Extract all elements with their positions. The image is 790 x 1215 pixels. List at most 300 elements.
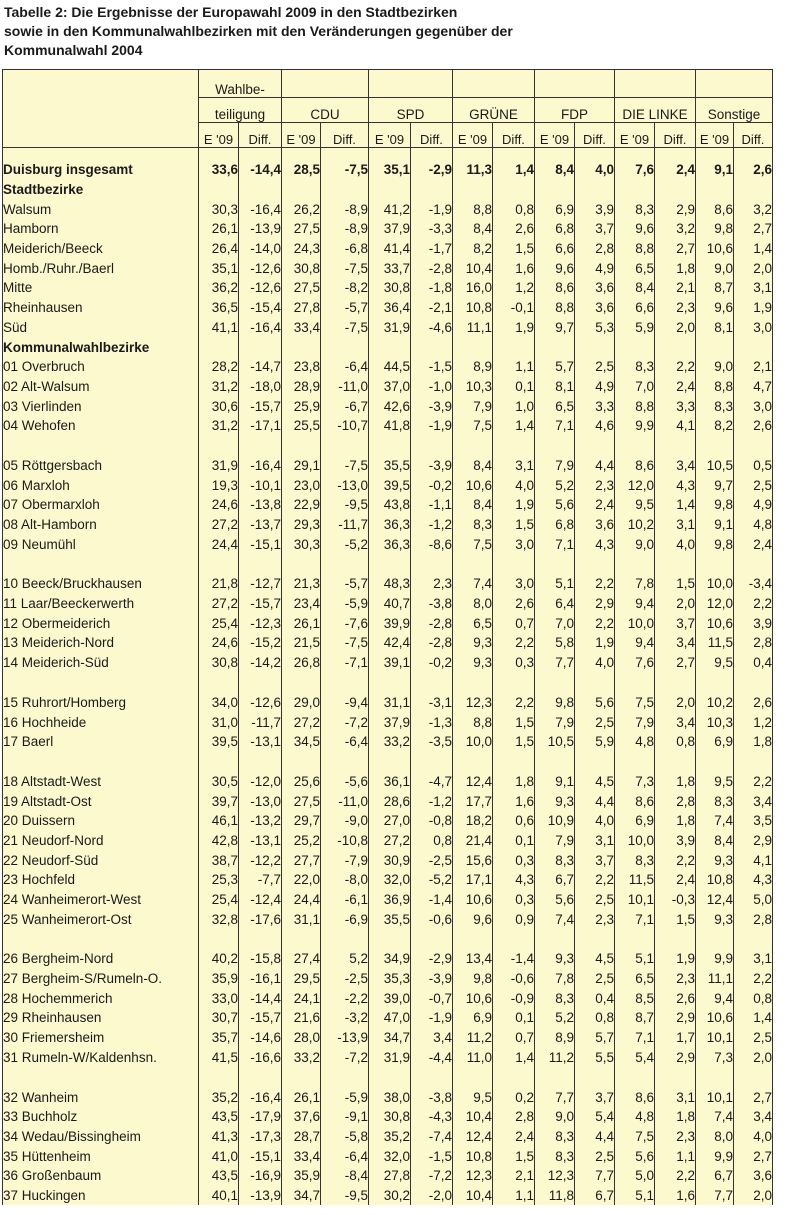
value-diff: 1,8 [655,772,696,792]
value-diff: 4,9 [575,258,615,278]
value-diff: -0,3 [655,890,696,910]
value-e09: 27,7 [282,850,321,870]
value-e09: 46,1 [199,811,239,831]
value-e09: 7,8 [615,574,655,594]
value-diff: -5,9 [321,1087,369,1107]
value-e09: 41,2 [369,199,411,219]
value-e09: 9,3 [696,850,734,870]
value-e09: 8,8 [535,298,575,318]
value-e09: 8,1 [535,377,575,397]
value-diff: -15,4 [239,298,282,318]
row-label: 17 Baerl [3,732,199,752]
value-e09: 28,2 [199,357,239,377]
value-e09: 8,3 [535,988,575,1008]
row-label: 19 Altstadt-Ost [3,791,199,811]
value-diff: 2,9 [575,594,615,614]
value-diff: 2,6 [734,416,773,436]
value-e09: 7,6 [615,653,655,673]
value-e09: 29,5 [282,969,321,989]
value-e09: 25,4 [199,613,239,633]
header-gruene: GRÜNE [453,98,535,123]
value-e09: 22,0 [282,870,321,890]
table-row [3,1048,773,1068]
value-e09: 31,1 [282,909,321,929]
value-e09: 28,5 [282,160,321,180]
value-e09: 11,2 [535,1048,575,1068]
spacer-row [3,929,773,949]
value-diff: -2,9 [411,949,453,969]
value-diff: 5,9 [575,732,615,752]
table-row [3,1008,773,1028]
row-label: 05 Röttgersbach [3,456,199,476]
value-diff: -3,2 [321,1008,369,1028]
value-e09: 9,5 [696,653,734,673]
value-e09: 9,6 [696,298,734,318]
value-diff: 1,9 [734,298,773,318]
value-e09: 11,0 [453,1048,493,1068]
value-e09: 36,1 [369,772,411,792]
row-label: 23 Hochfeld [3,870,199,890]
value-e09: 9,4 [615,633,655,653]
value-diff: -3,8 [411,1087,453,1107]
value-e09: 8,9 [453,357,493,377]
value-diff: -16,4 [239,318,282,338]
value-e09: 33,0 [199,988,239,1008]
value-e09: 33,7 [369,258,411,278]
value-e09: 31,9 [199,456,239,476]
value-e09: 24,6 [199,633,239,653]
value-e09: 9,5 [615,495,655,515]
value-e09: 9,6 [535,258,575,278]
table-row [3,258,773,278]
value-diff: -2,8 [411,633,453,653]
value-diff: 4,3 [655,475,696,495]
value-e09: 11,2 [453,1028,493,1048]
value-e09: 7,7 [535,653,575,673]
row-label: 13 Meiderich-Nord [3,633,199,653]
row-label: Homb./Ruhr./Baerl [3,258,199,278]
value-e09: 40,7 [369,594,411,614]
value-e09: 39,9 [369,613,411,633]
value-diff: 5,6 [575,693,615,713]
table-row [3,377,773,397]
value-e09: 39,0 [369,988,411,1008]
value-e09: 25,6 [282,772,321,792]
value-diff: -1,2 [411,791,453,811]
value-e09: 42,8 [199,831,239,851]
table-row [3,219,773,239]
value-diff: -15,8 [239,949,282,969]
value-diff: 4,9 [575,377,615,397]
value-e09: 40,2 [199,949,239,969]
value-e09: 26,1 [282,1087,321,1107]
value-diff: -13,9 [239,219,282,239]
value-e09: 7,9 [535,831,575,851]
value-e09: 10,6 [453,475,493,495]
value-diff: 7,7 [575,1166,615,1186]
value-e09: 10,1 [615,890,655,910]
value-e09: 11,1 [696,969,734,989]
value-e09: 27,2 [369,831,411,851]
row-label: 08 Alt-Hamborn [3,515,199,535]
value-e09: 7,9 [535,456,575,476]
table-row [3,298,773,318]
value-diff: -10,1 [239,475,282,495]
row-label: 12 Obermeiderich [3,613,199,633]
value-diff: -12,0 [239,772,282,792]
value-diff: 4,3 [575,534,615,554]
value-diff: 2,8 [655,791,696,811]
value-e09: 29,7 [282,811,321,831]
value-e09: 6,9 [615,811,655,831]
value-e09: 7,1 [535,534,575,554]
value-diff: -13,9 [239,1186,282,1206]
value-diff: 2,5 [734,1028,773,1048]
row-label: 29 Rheinhausen [3,1008,199,1028]
row-label: 24 Wanheimerort-West [3,890,199,910]
value-diff: -0,2 [411,475,453,495]
value-e09: 10,8 [453,298,493,318]
value-e09: 8,6 [615,456,655,476]
value-e09: 12,4 [453,772,493,792]
value-e09: 37,9 [369,712,411,732]
value-diff: 4,4 [575,456,615,476]
value-diff: -3,9 [411,396,453,416]
value-e09: 8,8 [615,239,655,259]
value-e09: 31,2 [199,377,239,397]
table-row [3,1107,773,1127]
value-e09: 29,0 [282,693,321,713]
value-e09: 17,7 [453,791,493,811]
value-diff: -5,7 [321,298,369,318]
value-diff: 1,4 [734,1008,773,1028]
value-e09: 18,2 [453,811,493,831]
row-label: 16 Hochheide [3,712,199,732]
value-diff: -11,0 [321,377,369,397]
value-diff: -14,0 [239,239,282,259]
value-diff: -9,1 [321,1107,369,1127]
value-e09: 5,9 [615,318,655,338]
value-diff: 3,7 [575,1087,615,1107]
value-diff: 1,4 [493,1048,535,1068]
value-e09: 29,1 [282,456,321,476]
value-diff: 3,3 [655,396,696,416]
value-diff: 2,4 [655,377,696,397]
value-e09: 7,1 [615,909,655,929]
section-title: Kommunalwahlbezirke [3,337,199,357]
table-row [3,613,773,633]
value-diff: 4,0 [575,653,615,673]
value-e09: 43,8 [369,495,411,515]
value-diff: 3,3 [575,396,615,416]
spacer-row [3,148,773,161]
row-label: 32 Wanheim [3,1087,199,1107]
section-header-row [3,180,773,200]
value-e09: 41,1 [199,318,239,338]
value-diff: -13,8 [239,495,282,515]
value-e09: 30,6 [199,396,239,416]
value-diff: -1,9 [411,199,453,219]
table-row [3,890,773,910]
value-diff: 2,2 [655,1166,696,1186]
value-e09: 34,9 [369,949,411,969]
value-e09: 33,4 [282,1146,321,1166]
value-e09: 39,7 [199,791,239,811]
value-e09: 36,4 [369,298,411,318]
value-diff: -4,6 [411,318,453,338]
value-diff: 5,0 [734,890,773,910]
value-diff: 2,0 [655,318,696,338]
value-e09: 30,2 [369,1186,411,1206]
value-e09: 10,0 [615,613,655,633]
value-e09: 8,8 [696,377,734,397]
value-diff: 2,1 [493,1166,535,1186]
table-row [3,1028,773,1048]
value-diff: -0,7 [411,988,453,1008]
value-e09: 30,3 [199,199,239,219]
value-e09: 10,2 [696,693,734,713]
value-e09: 8,3 [696,791,734,811]
value-diff: -16,1 [239,969,282,989]
value-diff: -13,1 [239,831,282,851]
value-e09: 17,1 [453,870,493,890]
value-diff: 1,8 [493,772,535,792]
value-diff: 3,1 [655,1087,696,1107]
value-diff: -2,1 [411,298,453,318]
value-diff: 2,5 [575,890,615,910]
table-row [3,712,773,732]
row-label: 33 Buchholz [3,1107,199,1127]
value-diff: -2,9 [411,160,453,180]
value-diff: 3,0 [734,396,773,416]
value-e09: 7,0 [615,377,655,397]
value-e09: 5,8 [535,633,575,653]
value-e09: 29,3 [282,515,321,535]
table-row [3,1087,773,1107]
value-e09: 35,2 [199,1087,239,1107]
value-e09: 41,5 [199,1048,239,1068]
value-diff: 4,0 [655,534,696,554]
value-diff: 4,0 [734,1127,773,1147]
value-e09: 42,4 [369,633,411,653]
value-diff: 1,8 [655,811,696,831]
value-e09: 7,9 [535,712,575,732]
value-e09: 23,8 [282,357,321,377]
value-diff: 2,6 [493,219,535,239]
value-diff: 1,5 [493,1146,535,1166]
table-row [3,594,773,614]
row-label: 26 Bergheim-Nord [3,949,199,969]
value-e09: 6,4 [535,594,575,614]
row-label: Walsum [3,199,199,219]
value-e09: 10,9 [535,811,575,831]
value-diff: -17,9 [239,1107,282,1127]
value-e09: 5,6 [535,890,575,910]
section-header-row [3,337,773,357]
value-e09: 30,5 [199,772,239,792]
value-e09: 8,8 [615,396,655,416]
value-diff: 2,9 [655,1048,696,1068]
row-label: Hamborn [3,219,199,239]
value-e09: 12,0 [696,594,734,614]
table-row [3,653,773,673]
value-e09: 9,1 [696,160,734,180]
table-row [3,396,773,416]
value-diff: 2,5 [734,475,773,495]
value-e09: 7,0 [535,613,575,633]
value-diff: 2,3 [575,909,615,929]
value-e09: 39,5 [199,732,239,752]
spacer-row [3,436,773,456]
value-e09: 21,3 [282,574,321,594]
value-e09: 9,1 [535,772,575,792]
value-diff: 2,7 [734,219,773,239]
value-e09: 6,5 [535,396,575,416]
value-e09: 7,7 [535,1087,575,1107]
value-e09: 8,3 [535,1146,575,1166]
value-e09: 31,2 [199,416,239,436]
value-e09: 6,7 [696,1166,734,1186]
header-wahlbeteiligung: teiligung [199,98,282,123]
value-e09: 43,5 [199,1107,239,1127]
table-row [3,318,773,338]
value-diff: -5,2 [321,534,369,554]
value-diff: 3,7 [575,850,615,870]
value-diff: 5,3 [575,318,615,338]
value-e09: 8,0 [453,594,493,614]
value-diff: -3,9 [411,456,453,476]
value-diff: 3,6 [575,515,615,535]
value-diff: -14,7 [239,357,282,377]
value-e09: 10,0 [615,831,655,851]
value-e09: 30,8 [369,1107,411,1127]
value-diff: 3,1 [493,456,535,476]
value-diff: 3,4 [655,456,696,476]
value-e09: 8,4 [535,160,575,180]
value-diff: 0,4 [575,988,615,1008]
header-cdu: CDU [282,98,369,123]
value-diff: -6,4 [321,732,369,752]
value-e09: 5,1 [615,1186,655,1206]
value-e09: 9,8 [696,219,734,239]
value-diff: 2,2 [655,850,696,870]
value-e09: 35,1 [199,258,239,278]
value-e09: 9,8 [453,969,493,989]
value-diff: 1,9 [575,633,615,653]
value-diff: -1,5 [411,1146,453,1166]
value-diff: 3,0 [493,574,535,594]
value-diff: 0,7 [493,1028,535,1048]
value-diff: 4,3 [734,870,773,890]
value-diff: -7,5 [321,160,369,180]
value-diff: -7,7 [239,870,282,890]
row-label: 37 Huckingen [3,1186,199,1206]
value-e09: 26,1 [199,219,239,239]
row-label: 11 Laar/Beeckerwerth [3,594,199,614]
table-row [3,534,773,554]
value-e09: 5,7 [535,357,575,377]
value-e09: 31,1 [369,693,411,713]
value-diff: 0,3 [493,890,535,910]
value-diff: 0,8 [411,831,453,851]
value-diff: 2,5 [575,357,615,377]
value-diff: -6,9 [321,909,369,929]
value-diff: -1,7 [411,239,453,259]
value-diff: 2,3 [655,1127,696,1147]
value-e09: 21,5 [282,633,321,653]
value-diff: -7,5 [321,633,369,653]
value-diff: 2,3 [655,969,696,989]
value-e09: 21,8 [199,574,239,594]
title-line: sowie in den Kommunalwahlbezirken mit den Veränderungen gegenüber der [4,23,513,39]
value-e09: 8,9 [535,1028,575,1048]
value-e09: 35,7 [199,1028,239,1048]
value-diff: 3,1 [734,278,773,298]
value-diff: 3,5 [734,811,773,831]
value-e09: 25,5 [282,416,321,436]
value-e09: 4,8 [615,1107,655,1127]
value-diff: -17,6 [239,909,282,929]
table-row [3,732,773,752]
value-diff: 2,7 [655,239,696,259]
value-e09: 27,2 [282,712,321,732]
value-e09: 9,6 [453,909,493,929]
value-diff: 1,6 [493,791,535,811]
value-e09: 26,2 [282,199,321,219]
value-diff: -12,3 [239,613,282,633]
value-e09: 27,4 [282,949,321,969]
value-diff: -8,4 [321,1166,369,1186]
header-wahlbeteiligung-line1: Wahlbe- [199,70,282,98]
row-label: 34 Wedau/Bissingheim [3,1127,199,1147]
value-e09: 9,4 [615,594,655,614]
value-e09: 40,1 [199,1186,239,1206]
value-e09: 44,5 [369,357,411,377]
value-e09: 12,4 [696,890,734,910]
value-e09: 34,7 [369,1028,411,1048]
value-diff: 2,8 [734,909,773,929]
value-diff: 5,4 [575,1107,615,1127]
value-e09: 41,4 [369,239,411,259]
value-e09: 7,9 [615,712,655,732]
value-e09: 9,0 [615,534,655,554]
value-diff: 2,6 [655,988,696,1008]
value-diff: -0,2 [411,653,453,673]
value-e09: 10,4 [453,258,493,278]
value-diff: 5,7 [575,1028,615,1048]
value-e09: 48,3 [369,574,411,594]
value-e09: 10,2 [615,515,655,535]
value-e09: 26,4 [199,239,239,259]
value-e09: 6,5 [453,613,493,633]
value-e09: 9,8 [696,534,734,554]
value-e09: 10,5 [696,456,734,476]
value-diff: 2,7 [734,1087,773,1107]
value-diff: -1,8 [411,278,453,298]
value-e09: 21,4 [453,831,493,851]
value-diff: 3,7 [575,219,615,239]
value-diff: 4,0 [575,811,615,831]
value-diff: -2,5 [411,850,453,870]
value-diff: -2,8 [411,613,453,633]
value-e09: 8,3 [615,357,655,377]
row-label: 31 Rumeln-W/Kaldenhsn. [3,1048,199,1068]
value-diff: 2,7 [734,1146,773,1166]
value-e09: 7,5 [453,534,493,554]
value-e09: 6,9 [696,732,734,752]
value-diff: -15,1 [239,1146,282,1166]
value-diff: -3,8 [411,594,453,614]
